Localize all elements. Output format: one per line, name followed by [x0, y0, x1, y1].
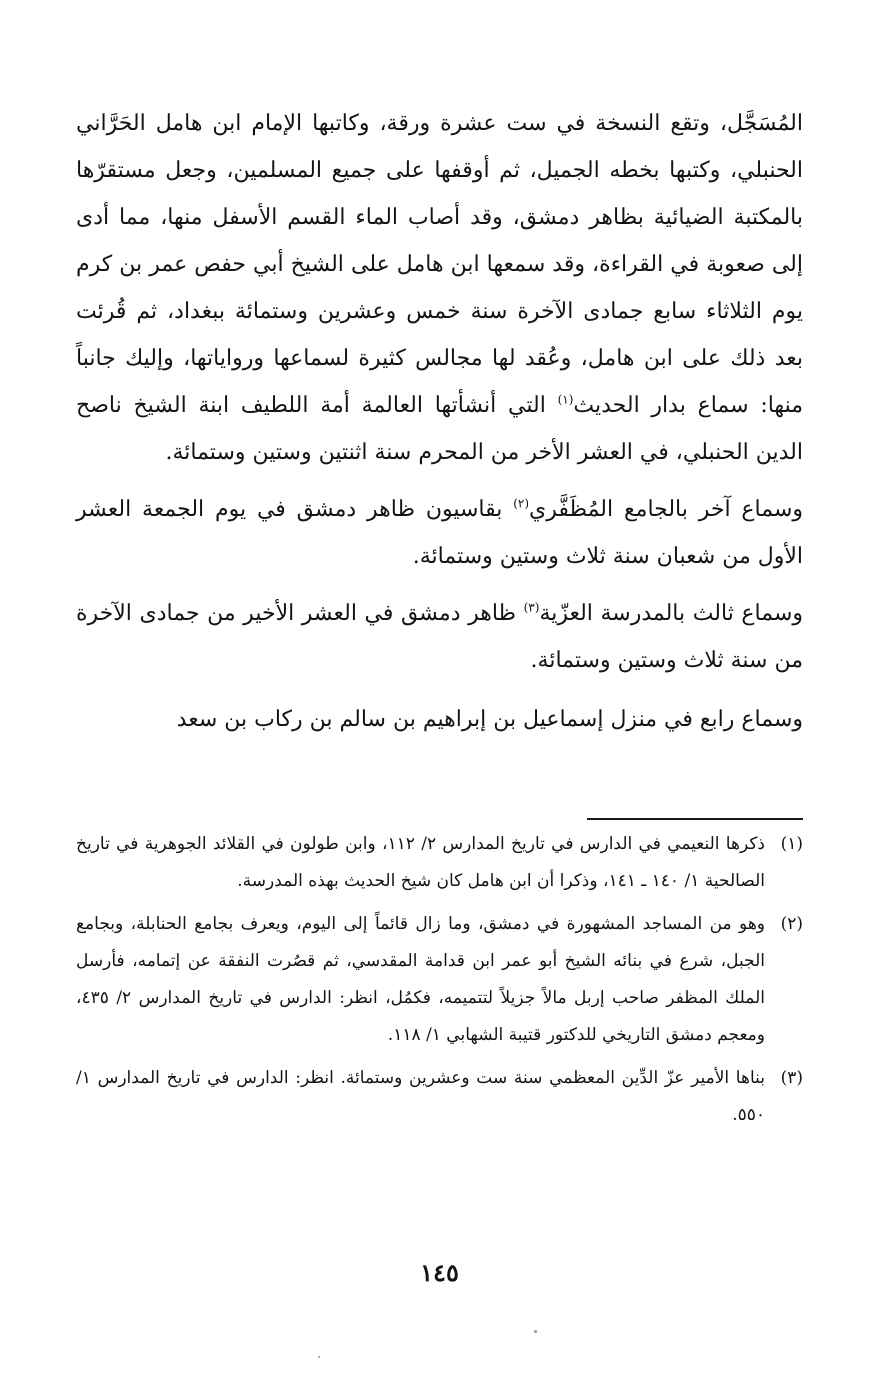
footnote-ref-3[interactable]: (٣) — [523, 600, 540, 615]
paragraph-4 — [76, 696, 803, 743]
paragraph-3-text: وسماع ثالث بالمدرسة العزّية — [539, 601, 804, 626]
paragraph-2 — [76, 486, 803, 580]
paragraph-3-tail: ظاهر دمشق في العشر الأخير من جمادى الآخرة من سنة ثلاث وستين وستمائة. — [76, 601, 803, 673]
main-text — [76, 100, 803, 743]
paragraph-1-tail: التي أنشأتها العالمة أمة اللطيف ابنة الشيخ ناصح الدين الحنبلي، في العشر الأخر من المحرم سنة اثنتين وستين وستمائة. — [76, 393, 803, 465]
footnote-3 — [76, 1060, 803, 1134]
footnote-3-number: (٣) — [780, 1068, 803, 1088]
footnote-2-text: وهو من المساجد المشهورة في دمشق، وما زال قائماً إلى اليوم، ويعرف بجامع الحنابلة، وبجامع الجبل، شرع في بنائه الشيخ أبو عمر ابن قدامة المقدسي، ثم قصُرت النفقة عن إتمامه، فأرسل الملك المظفر صاحب إربل مالاً جزيلاً لتتميمه، فكمُل، انظر: الدارس في تاريخ المدارس ٢/ ٤٣٥، ومعجم دمشق التاريخي للدكتور قتيبة الشهابي ١/ ١١٨. — [76, 914, 765, 1045]
footnote-2-number: (٢) — [780, 914, 803, 934]
footnotes — [76, 826, 803, 1134]
paragraph-1 — [76, 100, 803, 476]
footnote-3-text: بناها الأمير عزّ الدِّين المعظمي سنة ست وعشرين وستمائة. انظر: الدارس في تاريخ المدارس ١/ ٥٥٠. — [76, 1068, 765, 1125]
paragraph-2-tail: بقاسيون ظاهر دمشق في يوم الجمعة العشر الأول من شعبان سنة ثلاث وستين وستمائة. — [76, 497, 803, 569]
footnote-ref-1[interactable]: (١) — [557, 392, 574, 407]
scan-speck — [534, 1330, 537, 1333]
footnote-ref-2[interactable]: (٢) — [513, 496, 530, 511]
footnote-2 — [76, 906, 803, 1054]
paragraph-4-text: وسماع رابع في منزل إسماعيل بن إبراهيم بن سالم بن ركاب بن سعد — [176, 707, 803, 732]
scan-speck — [318, 1356, 320, 1358]
paragraph-3 — [76, 590, 803, 684]
page-number: ١٤٥ — [420, 1258, 459, 1287]
footnote-1-text: ذكرها النعيمي في الدارس في تاريخ المدارس ٢/ ١١٢، وابن طولون في القلائد الجوهرية في تاريخ الصالحية ١/ ١٤٠ ـ ١٤١، وذكرا أن ابن هامل كان شيخ الحديث بهذه المدرسة. — [76, 834, 765, 891]
footnote-1 — [76, 826, 803, 900]
footnote-1-number: (١) — [780, 834, 803, 854]
paragraph-1-text: المُسَجَّل، وتقع النسخة في ست عشرة ورقة، وكاتبها الإمام ابن هامل الحَرَّاني الحنبلي، وكتبها بخطه الجميل، ثم أوقفها على جميع المسلمين، وجعل مستقرّها بالمكتبة الضيائية بظاهر دمشق، وقد أصاب الماء القسم الأسفل منها، مما أدى إلى صعوبة في القراءة، وقد سمعها ابن هامل على الشيخ أبي حفص عمر بن كرم يوم الثلاثاء سابع جمادى الآخرة سنة خمس وعشرين وستمائة ببغداد، ثم قُرئت بعد ذلك على ابن هامل، وعُقد لها مجالس كثيرة لسماعها ورواياتها، وإليك جانباً منها: سماع بدار الحديث — [76, 111, 803, 418]
paragraph-2-text: وسماع آخر بالجامع المُظَفَّري — [529, 497, 804, 522]
footnote-separator — [587, 818, 803, 820]
